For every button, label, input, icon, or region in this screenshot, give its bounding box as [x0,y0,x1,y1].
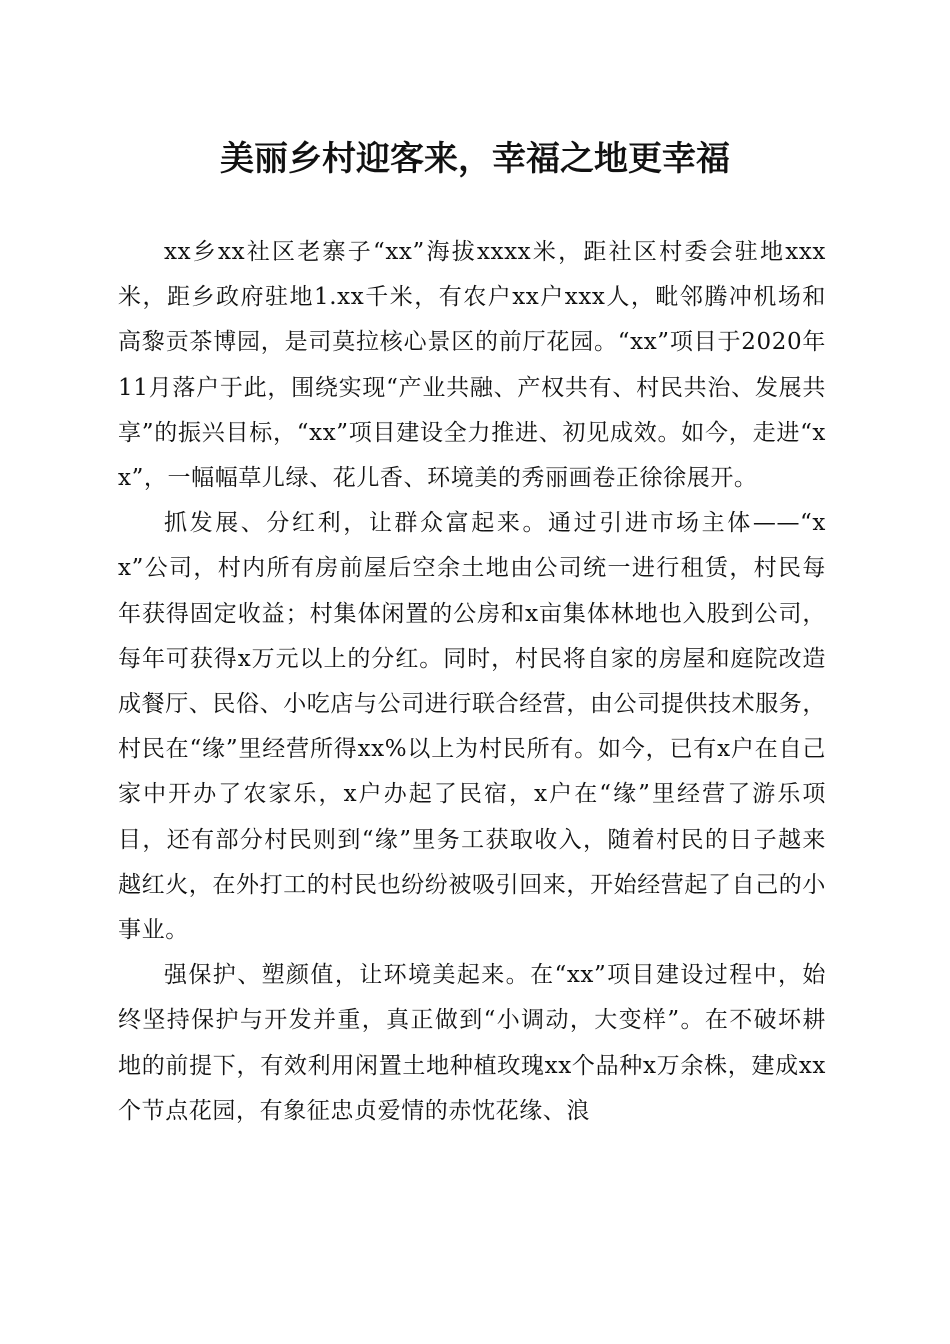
document-title: 美丽乡村迎客来，幸福之地更幸福 [220,139,730,179]
paragraph-environment: 强保护、塑颜值，让环境美起来。在“xx”项目建设过程中，始终坚持保护与开发并重，真正做到“小调动，大变样”。在不破坏耕地的前提下，有效利用闲置土地种植玫瑰xx个品种x万余株，建成xx个节点花园，有象征忠贞爱情的赤忱花缘、浪 [118,962,826,1124]
document-body [118,230,826,1134]
paragraph-development: 抓发展、分红利，让群众富起来。通过引进市场主体——“xx”公司，村内所有房前屋后空余土地由公司统一进行租赁，村民每年获得固定收益；村集体闲置的公房和x亩集体林地也入股到公司，每年可获得x万元以上的分红。同时，村民将自家的房屋和庭院改造成餐厅、民俗、小吃店与公司进行联合经营，由公司提供技术服务，村民在“缘”里经营所得xx%以上为村民所有。如今，已有x户在自己家中开办了农家乐，x户办起了民宿，x户在“缘”里经营了游乐项目，还有部分村民则到“缘”里务工获取收入，随着村民的日子越来越红火，在外打工的村民也纷纷被吸引回来，开始经营起了自己的小事业。 [118,510,826,944]
paragraph-intro: xx乡xx社区老寨子“xx”海拔xxxx米，距社区村委会驻地xxx米，距乡政府驻地1.xx千米，有农户xx户xxx人，毗邻腾冲机场和高黎贡茶博园，是司莫拉核心景区的前厅花园。“xx”项目于2020年11月落户于此，围绕实现“产业共融、产权共有、村民共治、发展共享”的振兴目标，“xx”项目建设全力推进、初见成效。如今，走进“xx”，一幅幅草儿绿、花儿香、环境美的秀丽画卷正徐徐展开。 [118,239,826,492]
